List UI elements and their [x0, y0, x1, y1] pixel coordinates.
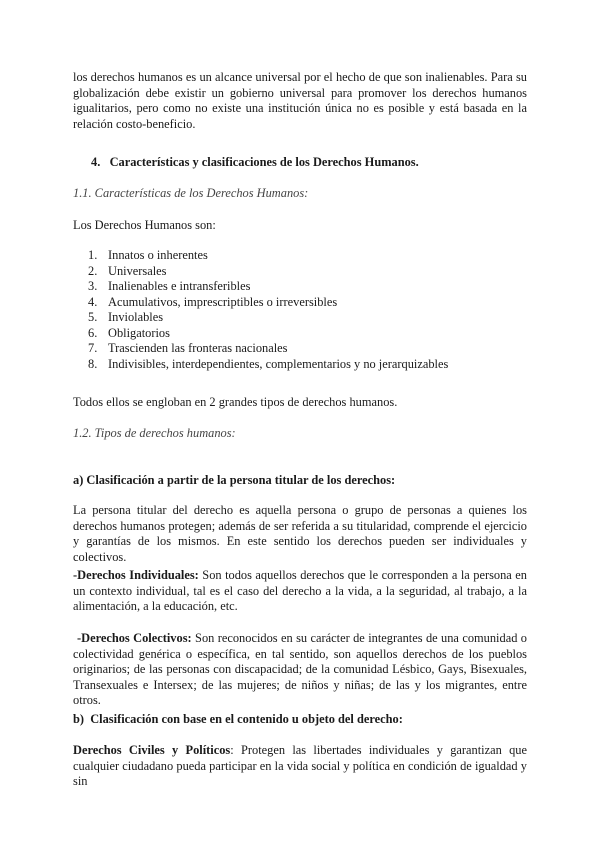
- list-item-text: Inalienables e intransferibles: [108, 279, 251, 294]
- list-item-number: 7.: [88, 341, 98, 356]
- list-item: [88, 248, 448, 264]
- individual-rights-label: -Derechos Individuales:: [73, 568, 199, 582]
- individual-rights-text: Son todos aquellos derechos que le corresponden a la persona en un contexto individual, tal es el caso del derecho a la vida, a la seguridad, al trabajo, a la alimentación, a la educación, etc.: [73, 568, 527, 614]
- list-item: [88, 341, 448, 357]
- list-item-number: 6.: [88, 325, 98, 340]
- subsection-1-1-heading: 1.1. Características de los Derechos Humanos:: [73, 186, 309, 200]
- paragraph-a: La persona titular del derecho es aquella persona o grupo de personas a quienes los derechos humanos protegen; además de ser referida a su titularidad, comprende el ejercicio y garantías de los mismos. En este sentido los derechos pueden ser individuales y colectivos.: [73, 503, 527, 564]
- list-item-text: Innatos o inherentes: [108, 248, 208, 262]
- list-item: [88, 279, 448, 295]
- list-item: [88, 295, 448, 311]
- list-item-text: Indivisibles, interdependientes, complementarios y no jerarquizables: [108, 356, 449, 371]
- list-item: [88, 310, 448, 326]
- list-item-text: Inviolables: [108, 310, 164, 325]
- list-item-number: 3.: [88, 279, 98, 294]
- list-item-number: 2.: [88, 263, 98, 278]
- characteristics-list: [88, 248, 448, 372]
- collective-rights-label: -Derechos Colectivos:: [77, 631, 192, 645]
- list-item: [88, 326, 448, 342]
- intro-paragraph: los derechos humanos es un alcance universal por el hecho de que son inalienables. Para su globalización debe existir un gobierno universal para promover los derechos humanos igualitarios, pero como no existe una institución única no es posible y está basada en la relación costo-beneficio.: [73, 70, 527, 131]
- list-item-number: 5.: [88, 310, 98, 325]
- list-item-text: Universales: [108, 263, 167, 278]
- collective-rights-text: Son reconocidos en su carácter de integrantes de una comunidad o colectividad genérica o específica, en tal sentido, son aquellos derechos de los pueblos originarios; de las personas con discapacidad; de la comunidad Lésbico, Gays, Bisexuales, Transexuales e Intersex; de las mujeres; de niños y niñas; de las y los migrantes, entre otros.: [73, 631, 527, 708]
- list-item: [88, 264, 448, 280]
- individual-rights-paragraph: [73, 568, 527, 615]
- heading-b: b) Clasificación con base en el contenido u objeto del derecho:: [73, 712, 403, 726]
- list-item-number: 8.: [88, 356, 98, 371]
- list-item-text: Trascienden las fronteras nacionales: [108, 341, 288, 356]
- summary-sentence: Todos ellos se engloban en 2 grandes tipos de derechos humanos.: [73, 395, 398, 409]
- heading-a: a) Clasificación a partir de la persona titular de los derechos:: [73, 473, 396, 487]
- collective-rights-paragraph: [73, 631, 527, 709]
- civil-rights-label: Derechos Civiles y Políticos: [73, 743, 231, 757]
- list-item-number: 1.: [88, 248, 98, 262]
- list-item-text: Acumulativos, imprescriptibles o irreversibles: [108, 294, 338, 309]
- civil-rights-text: : Protegen las libertades individuales y garantizan que cualquier ciudadano pueda participar en la vida social y política en condición de igualdad y sin: [73, 743, 527, 789]
- civil-rights-paragraph: [73, 743, 527, 790]
- list-item: [88, 357, 448, 373]
- list-intro: Los Derechos Humanos son:: [73, 218, 216, 232]
- subsection-1-2-heading: 1.2. Tipos de derechos humanos:: [73, 426, 236, 440]
- section-4-heading: 4. Características y clasificaciones de los Derechos Humanos.: [91, 155, 419, 169]
- list-item-text: Obligatorios: [108, 325, 170, 340]
- list-item-number: 4.: [88, 294, 98, 309]
